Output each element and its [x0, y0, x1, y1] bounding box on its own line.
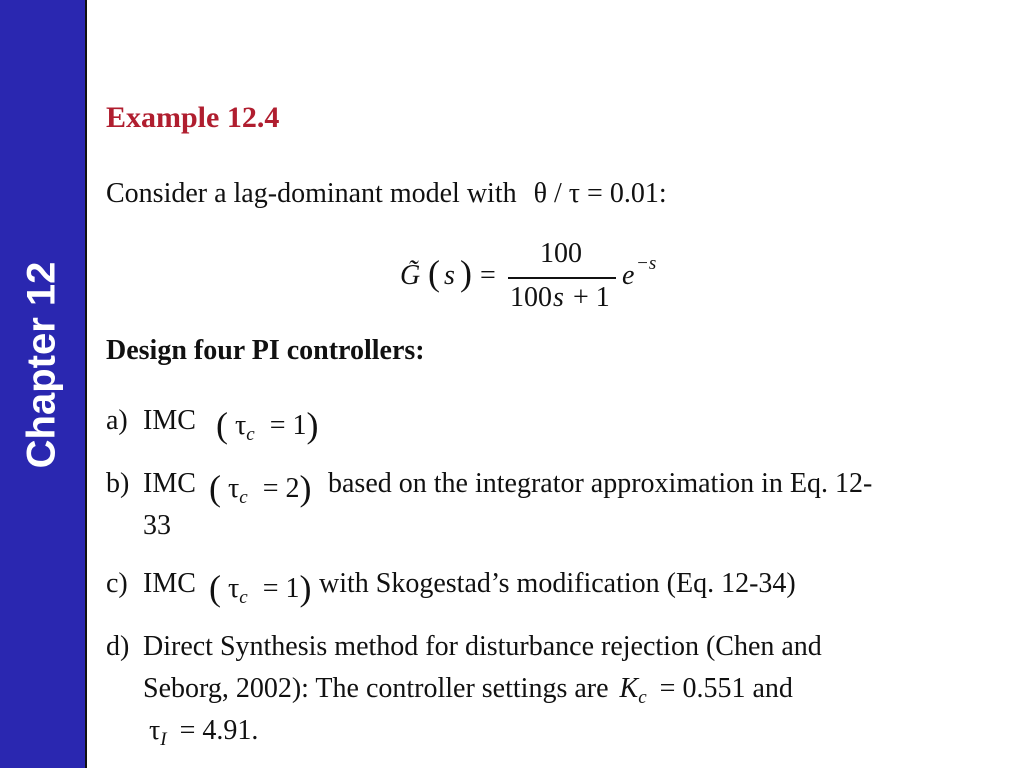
intro-line	[106, 180, 667, 208]
item-description-continued: 33	[143, 510, 171, 541]
eq-equals: =	[480, 260, 496, 291]
item-formula: ( $\tau_c = 1$)	[216, 405, 319, 445]
intro-text: Consider a lag-dominant model with	[106, 178, 517, 209]
list-item-b	[106, 468, 873, 541]
item-description-line2: Seborg, 2002): The controller settings are $K_c = 0.551$ and	[143, 673, 793, 708]
eq-denominator-s: s	[553, 282, 564, 313]
item-marker: d)	[106, 631, 130, 662]
eq-denominator-coef: 100	[510, 282, 552, 313]
kc-symbol: K	[619, 673, 639, 704]
item-description: Direct Synthesis method for disturbance rejection (Chen and	[143, 631, 822, 662]
item-text: IMC	[143, 568, 196, 599]
eq-arg: s	[444, 260, 455, 291]
item-formula: ( $\tau_c = 2$)	[209, 468, 312, 508]
item-text: IMC	[143, 405, 196, 436]
item-description: with Skogestad’s modification (Eq. 12-34)	[319, 568, 796, 599]
eq-exponent: −s	[636, 253, 657, 274]
chapter-label: Chapter 12	[19, 261, 64, 469]
eq-right-paren: )	[460, 253, 472, 293]
eq-denominator-const: + 1	[573, 282, 610, 313]
item-marker: c)	[106, 568, 128, 599]
slide-title: Example 12.4	[106, 101, 280, 134]
section-heading: Design four PI controllers:	[106, 335, 425, 366]
item-marker: b)	[106, 468, 130, 499]
ratio-formula: θ / τ = 0.01	[533, 178, 659, 209]
tau-i-setting: $\tau_I = 4.91$.	[149, 715, 259, 750]
eq-numerator: 100	[540, 238, 582, 269]
transfer-function-equation	[400, 238, 680, 318]
item-description: based on the integrator approximation in Eq. 12-	[328, 468, 873, 499]
intro-colon: :	[658, 178, 667, 209]
list-item-c	[106, 568, 796, 608]
eq-lhs: G̃	[400, 260, 421, 291]
sidebar-divider	[85, 0, 87, 768]
item-formula: ( $\tau_c = 1$)	[209, 568, 312, 608]
kc-value: = 0.551 and	[659, 673, 793, 704]
list-item-d	[106, 631, 822, 750]
fraction-bar	[508, 277, 616, 279]
chapter-sidebar	[0, 0, 85, 768]
list-item-a	[106, 405, 319, 445]
item-text: IMC	[143, 468, 196, 499]
eq-left-paren: (	[428, 253, 440, 293]
eq-exp-base: e	[622, 260, 635, 291]
item-marker: a)	[106, 405, 128, 436]
